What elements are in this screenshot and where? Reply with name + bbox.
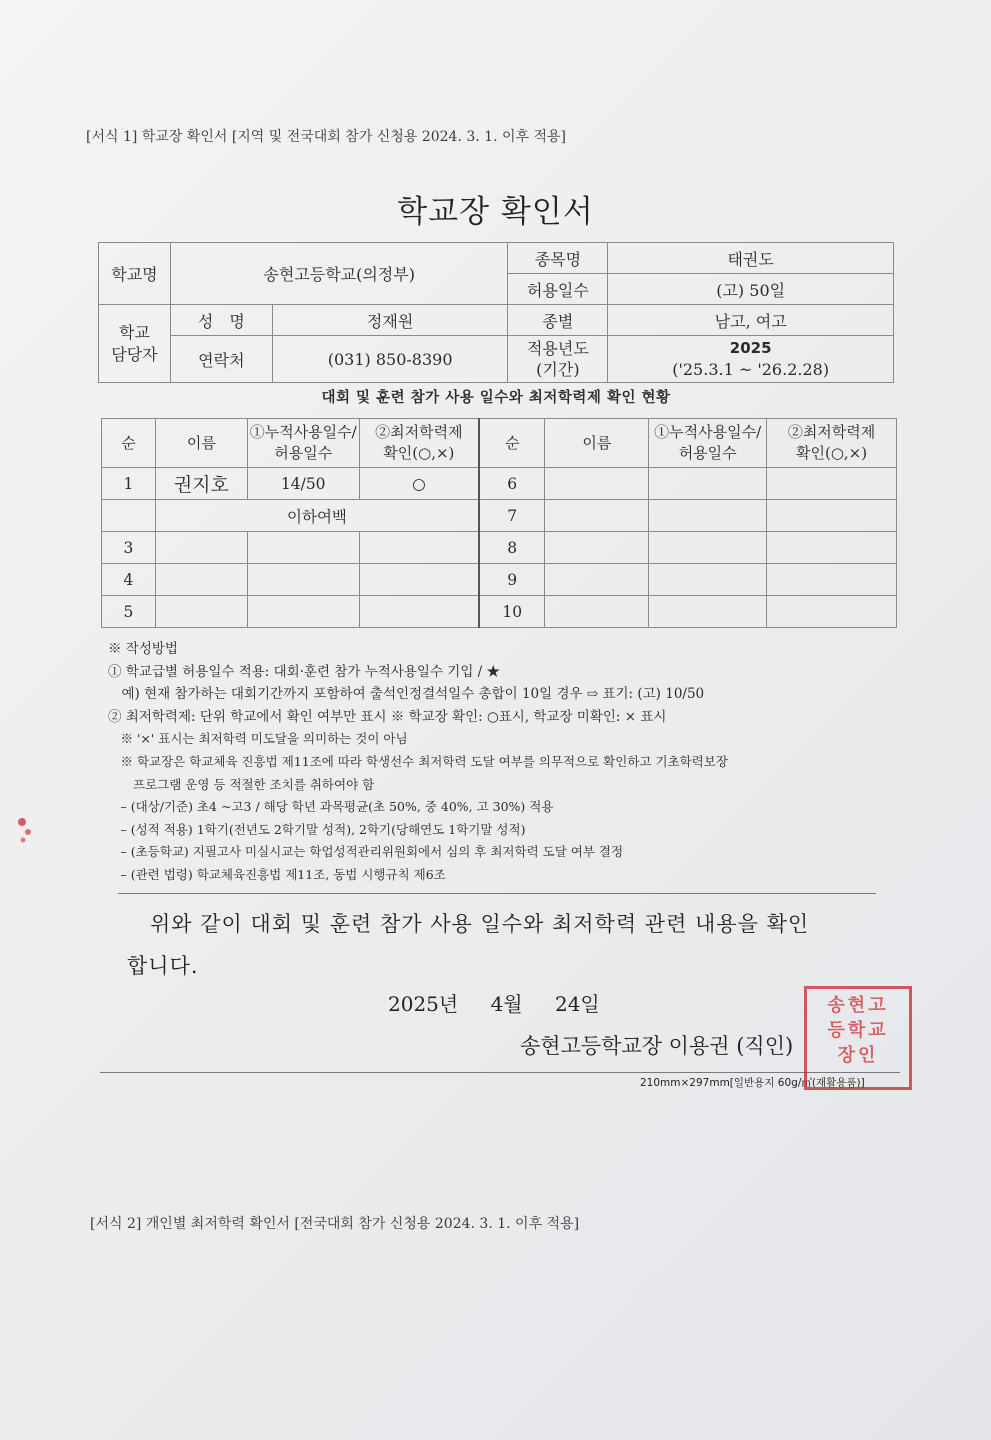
school-label: 학교명 — [99, 243, 171, 305]
row-days — [247, 564, 359, 596]
year-label-line1: 적용년도 — [526, 339, 589, 358]
issue-date — [388, 988, 626, 1017]
seal-text: 송현고등학교장인 — [827, 995, 889, 1066]
row-days-2 — [649, 596, 767, 628]
table-row — [102, 564, 897, 596]
manager-label-line1: 학교 — [118, 322, 150, 342]
row-check — [359, 532, 479, 564]
row-name — [155, 532, 247, 564]
row-no-2: 8 — [479, 532, 545, 564]
table-header-row — [102, 419, 897, 468]
row-name-2 — [545, 596, 649, 628]
confirm-statement-line1: 위와 같이 대회 및 훈련 참가 사용 일수와 최저학력 관련 내용을 확인 — [150, 912, 810, 936]
col-check2-line1: ②최저학력제 — [787, 423, 876, 441]
school-value: 송현고등학교(의정부) — [170, 243, 508, 305]
divider — [100, 1072, 900, 1073]
date-day: 24일 — [554, 992, 600, 1016]
year-label — [508, 336, 608, 383]
row-check-2 — [767, 500, 897, 532]
year-value: 2025 — [729, 339, 772, 357]
col-days-line2: 허용일수 — [274, 444, 333, 462]
note-line: 프로그램 운영 등 적절한 조치를 취하여야 함 — [108, 776, 375, 792]
row-no-2: 7 — [479, 500, 545, 532]
sport-value: 태권도 — [608, 243, 894, 274]
col-check-line1: ②최저학력제 — [375, 423, 463, 441]
row-days — [247, 532, 359, 564]
row-name-2 — [545, 564, 649, 596]
col-days — [247, 419, 359, 468]
note-line: ※ 작성방법 — [108, 641, 178, 657]
name-label: 성 명 — [170, 305, 272, 336]
col-name-2: 이름 — [545, 419, 649, 468]
note-line: 예) 현재 참가하는 대회기간까지 포함하여 출석인정결석일수 총합이 10일 경우 ⇨ 표기: (고) 10/50 — [108, 686, 705, 703]
row-no: 1 — [102, 468, 156, 500]
row-days-2 — [649, 468, 767, 500]
date-year: 2025년 — [388, 992, 459, 1016]
col-days2-line2: 허용일수 — [678, 444, 737, 462]
writing-instructions — [108, 638, 728, 887]
row-name-2 — [545, 500, 649, 532]
principal-signature: 송현고등학교장 이용권 (직인) — [520, 1034, 794, 1058]
section-title: 대회 및 훈련 참가 사용 일수와 최저학력제 확인 현황 — [321, 390, 671, 406]
row-days-2 — [649, 500, 767, 532]
row-no — [102, 500, 156, 532]
name-value: 정재원 — [272, 305, 508, 336]
col-days-line1: ①누적사용일수/ — [249, 423, 357, 441]
gender-value: 남고, 여고 — [608, 305, 894, 336]
col-no: 순 — [102, 419, 156, 468]
row-check-2 — [767, 564, 897, 596]
period-value: ('25.3.1 ~ '26.2.28) — [672, 360, 830, 379]
row-name: 권지호 — [155, 468, 247, 500]
manager-label — [99, 305, 171, 383]
col-check — [359, 419, 479, 468]
allowed-days-label: 허용일수 — [508, 274, 608, 305]
row-check: ○ — [359, 468, 479, 500]
manager-label-line2: 담당자 — [111, 344, 158, 364]
note-line: – (관련 법령) 학교체육진흥법 제11조, 동법 시행규칙 제6조 — [108, 866, 446, 882]
confirm-statement-line2: 합니다. — [127, 954, 199, 978]
row-check — [359, 564, 479, 596]
row-name — [155, 564, 247, 596]
note-line: – (대상/기준) 초4 ~고3 / 해당 학년 과목평균(초 50%, 중 40%, 고 30%) 적용 — [108, 799, 554, 815]
row-days-2 — [649, 564, 767, 596]
row-name-2 — [545, 468, 649, 500]
col-no-2: 순 — [479, 419, 545, 468]
paper-spec: 210mm×297mm[일반용지 60g/㎡(재활용품)] — [640, 1077, 865, 1089]
row-name-2 — [545, 532, 649, 564]
contact-value: (031) 850-8390 — [272, 336, 508, 383]
note-line: ※ '×' 표시는 최저학력 미도달을 의미하는 것이 아님 — [108, 731, 408, 747]
col-name: 이름 — [155, 419, 247, 468]
note-line: – (초등학교) 지필고사 미실시교는 학업성적관리위원회에서 심의 후 최저학력 도달 여부 결정 — [108, 844, 624, 860]
note-line: ① 학교급별 허용일수 적용: 대회·훈련 참가 누적사용일수 기입 / ★ — [108, 663, 500, 680]
form2-header: [서식 2] 개인별 최저학력 확인서 [전국대회 참가 신청용 2024. 3. 1. 이후 적용] — [90, 1216, 580, 1232]
row-no: 4 — [102, 564, 156, 596]
ink-stain — [14, 812, 36, 848]
row-no-2: 10 — [479, 596, 545, 628]
row-check-2 — [767, 468, 897, 500]
divider — [118, 893, 876, 894]
row-check-2 — [767, 596, 897, 628]
col-days2-line1: ①누적사용일수/ — [654, 423, 762, 441]
sport-label: 종목명 — [508, 243, 608, 274]
date-month: 4월 — [490, 992, 523, 1016]
contact-label: 연락처 — [170, 336, 272, 383]
school-info-table — [98, 242, 894, 383]
form-header: [서식 1] 학교장 확인서 [지역 및 전국대회 참가 신청용 2024. 3. 1. 이후 적용] — [86, 129, 566, 145]
year-value-cell — [608, 336, 894, 383]
table-row — [102, 468, 897, 500]
table-row — [102, 500, 897, 532]
col-check2-line2: 확인(○,×) — [795, 444, 868, 462]
col-check-line2: 확인(○,×) — [383, 444, 455, 462]
row-days — [247, 596, 359, 628]
row-days: 14/50 — [247, 468, 359, 500]
col-check-2 — [767, 419, 897, 468]
row-days-2 — [649, 532, 767, 564]
note-line: – (성적 적용) 1학기(전년도 2학기말 성적), 2학기(당해연도 1학기말 성적) — [108, 821, 526, 837]
gender-label: 종별 — [508, 305, 608, 336]
note-line: ② 최저학력제: 단위 학교에서 확인 여부만 표시 ※ 학교장 확인: ○표시, 학교장 미확인: × 표시 — [108, 708, 667, 725]
document-title: 학교장 확인서 — [397, 194, 594, 230]
table-row — [102, 532, 897, 564]
row-check — [359, 596, 479, 628]
row-no: 5 — [102, 596, 156, 628]
table-row — [102, 596, 897, 628]
col-days-2 — [649, 419, 767, 468]
row-name — [155, 596, 247, 628]
official-seal — [804, 986, 912, 1090]
blank-note: 이하여백 — [155, 500, 479, 532]
participation-table — [101, 418, 897, 628]
allowed-days-value: (고) 50일 — [608, 274, 894, 305]
row-no-2: 9 — [479, 564, 545, 596]
row-no-2: 6 — [479, 468, 545, 500]
year-label-line2: (기간) — [536, 360, 580, 379]
row-no: 3 — [102, 532, 156, 564]
note-line: ※ 학교장은 학교체육 진흥법 제11조에 따라 학생선수 최저학력 도달 여부를 의무적으로 확인하고 기초학력보장 — [108, 753, 728, 769]
row-check-2 — [767, 532, 897, 564]
